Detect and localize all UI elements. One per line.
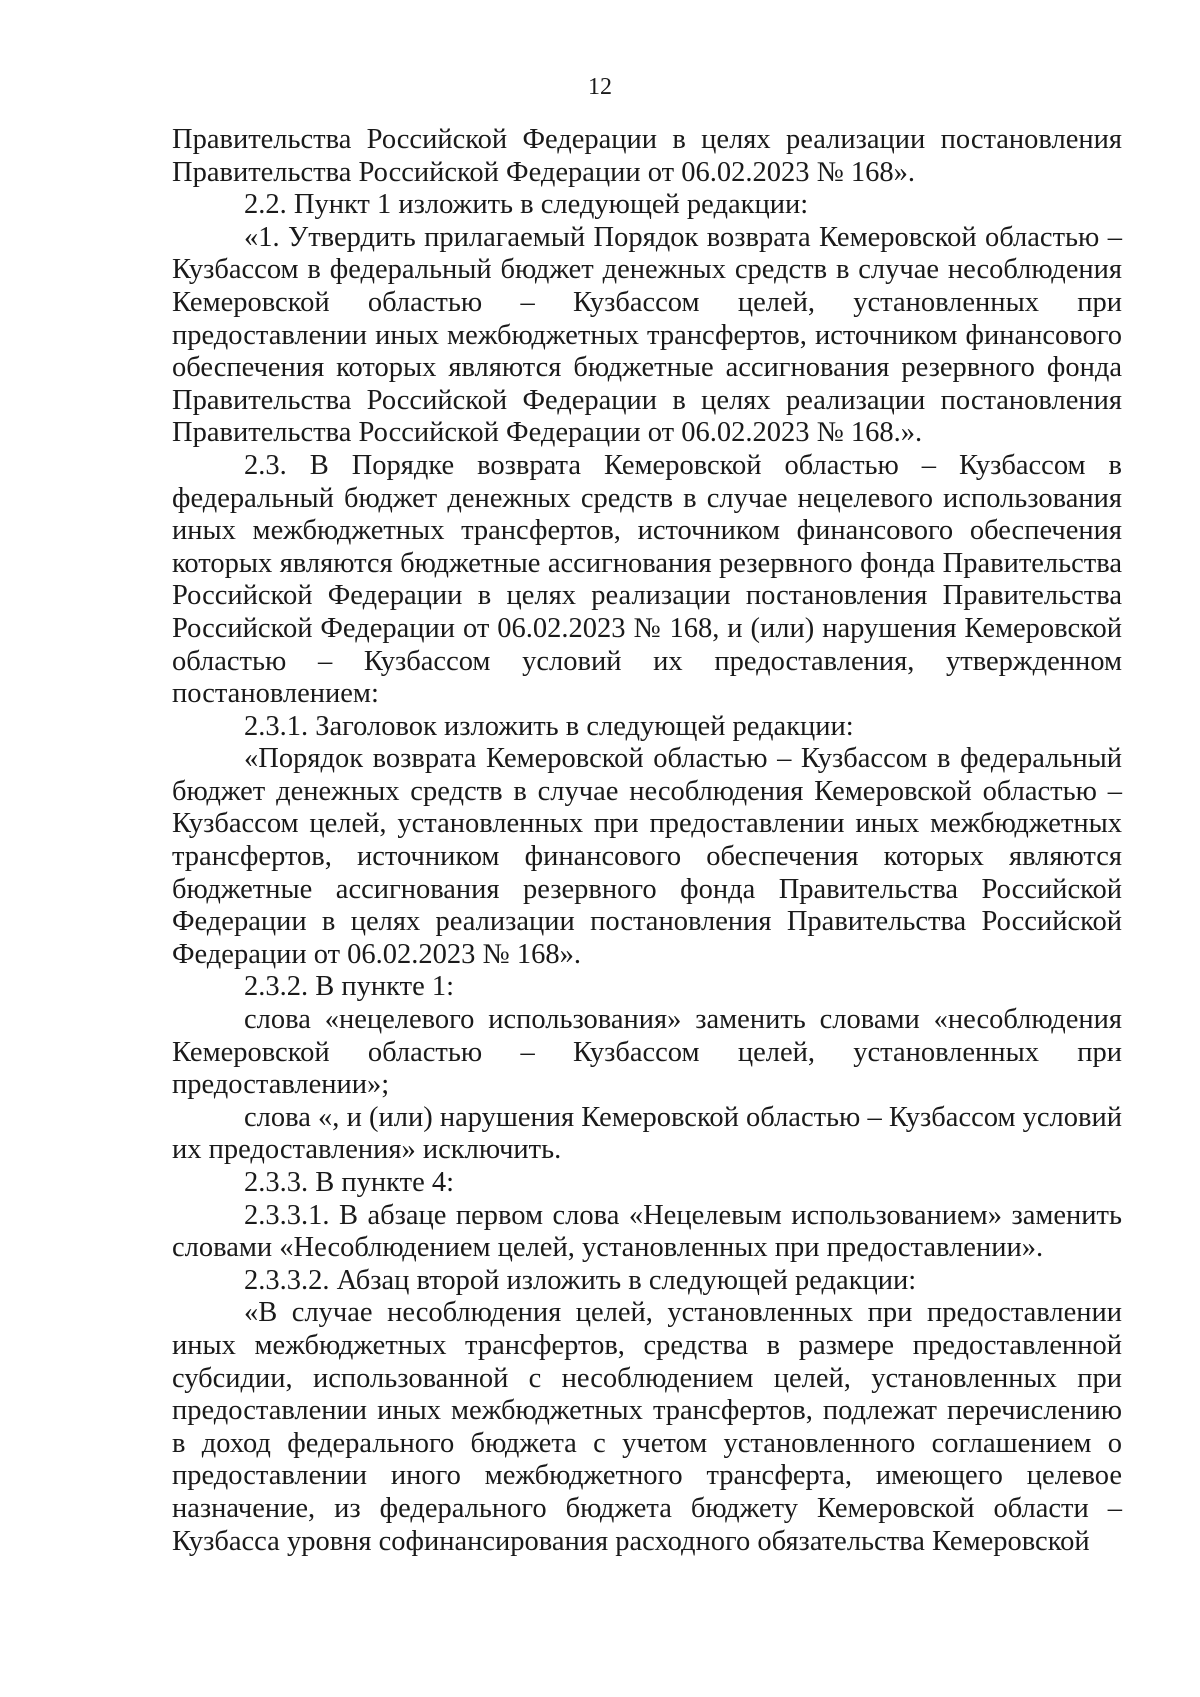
paragraph: 2.3.3. В пункте 4: xyxy=(244,1167,455,1198)
page-number: 12 xyxy=(588,74,612,100)
paragraph: 2.3.1. Заголовок изложить в следующей редакции: xyxy=(244,710,854,742)
paragraph: слова «нецелевого использования» заменить словами «несоблюдения Кемеровской областью – Кузбассом целей, установленных при предоставлении»; xyxy=(172,1004,1122,1101)
paragraph: слова «, и (или) нарушения Кемеровской областью – Кузбассом условий их предоставления» исключить. xyxy=(172,1101,1122,1166)
paragraph: 2.3. В Порядке возврата Кемеровской областью – Кузбассом в федеральный бюджет денежных средств в случае нецелевого использования иных межбюджетных трансфертов, источником финансового обеспечения которых являются бюджетные ассигнования резервного фонда Правительства Российской Федерации в целях реализации постановления Правительства Российской Федерации от 06.02.2023 № 168, и (или) нарушения Кемеровской областью – Кузбассом условий их предоставления, утвержденном постановлением: xyxy=(172,449,1122,710)
paragraph: 2.2. Пункт 1 изложить в следующей редакции: xyxy=(244,189,809,221)
paragraph: «1. Утвердить прилагаемый Порядок возврата Кемеровской областью – Кузбассом в федеральный бюджет денежных средств в случае несоблюдения Кемеровской областью – Кузбассом целей, установленных при предоставлении иных межбюджетных трансфертов, источником финансового обеспечения которых являются бюджетные ассигнования резервного фонда Правительства Российской Федерации в целях реализации постановления Правительства Российской Федерации от 06.02.2023 № 168.». xyxy=(172,221,1122,449)
document-body xyxy=(172,124,1122,1558)
paragraph: «Порядок возврата Кемеровской областью – Кузбассом в федеральный бюджет денежных средств в случае несоблюдения Кемеровской областью – Кузбассом целей, установленных при предоставлении иных межбюджетных трансфертов, источником финансового обеспечения которых являются бюджетные ассигнования резервного фонда Правительства Российской Федерации в целях реализации постановления Правительства Российской Федерации от 06.02.2023 № 168». xyxy=(172,743,1122,970)
paragraph: «В случае несоблюдения целей, установленных при предоставлении иных межбюджетных трансфертов, средства в размере предоставленной субсидии, использованной с несоблюдением целей, установленных при предоставлении иных межбюджетных трансфертов, подлежат перечислению в доход федерального бюджета с учетом установленного соглашением о предоставлении иного межбюджетного трансферта, имеющего целевое назначение, из федерального бюджета бюджету Кемеровской области – Кузбасса уровня софинансирования расходного обязательства Кемеровской xyxy=(172,1297,1122,1557)
paragraph: 2.3.3.2. Абзац второй изложить в следующей редакции: xyxy=(244,1264,917,1296)
paragraph: 2.3.3.1. В абзаце первом слова «Нецелевым использованием» заменить словами «Несоблюдением целей, установленных при предоставлении». xyxy=(172,1199,1122,1264)
paragraph: Правительства Российской Федерации в целях реализации постановления Правительства Российской Федерации от 06.02.2023 № 168». xyxy=(172,124,1122,188)
paragraph: 2.3.2. В пункте 1: xyxy=(244,971,455,1003)
